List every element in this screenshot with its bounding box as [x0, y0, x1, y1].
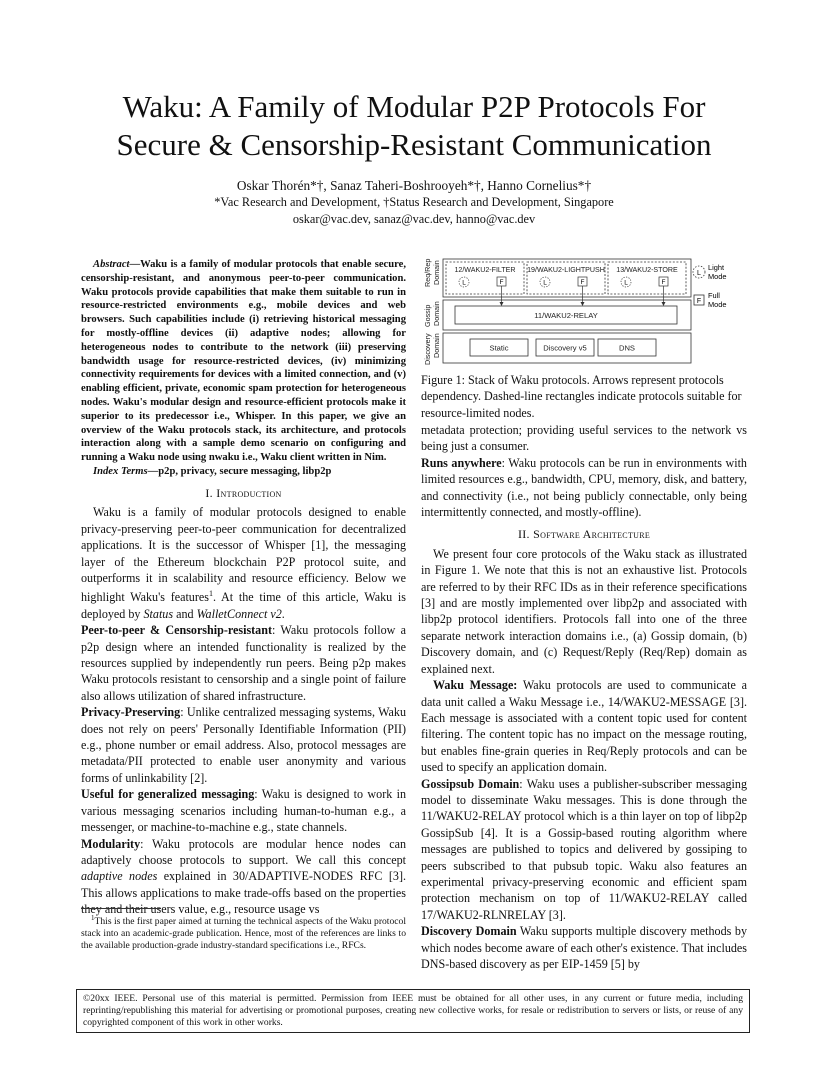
footnote-text: This is the first paper aimed at turning the technical aspects of the Waku protocol stack into an academic-grade publication. Hence, most of the references are links to the available production-grade industry-standard specifications i.e., RFCs.	[81, 916, 406, 952]
discovery-paragraph: Discovery Domain Waku supports multiple discovery methods by which nodes become aware of each other's existence. That includes DNS-based discovery as per EIP-1459 [5] by	[421, 924, 747, 971]
abstract-label: Abstract	[93, 259, 130, 270]
arrow-head	[500, 302, 504, 306]
reqrep-domain-box	[443, 259, 691, 297]
reqrep-protocols	[446, 262, 686, 306]
section-heading-introduction: I. Introduction	[205, 485, 282, 500]
right-column	[421, 422, 747, 972]
light-mode-icon-letter: L	[462, 279, 466, 287]
svg-text:L: L	[697, 270, 701, 277]
figure-1-stack-diagram	[421, 255, 747, 367]
reqrep-protocol-label: 19/WAKU2-LIGHTPUSH	[527, 266, 605, 274]
discovery-protocol-2	[536, 339, 594, 356]
light-mode-icon-letter: L	[543, 279, 547, 287]
discovery-protocol-1	[470, 339, 528, 356]
index-terms-text: —p2p, privacy, secure messaging, libp2p	[147, 465, 332, 477]
copyright-notice: ©20xx IEEE. Personal use of this material is permitted. Permission from IEEE must be obtained for all other uses, in any current or future media, including reprinting/republishing this material for advertising or promotional purposes, creating new collective works, for resale or redistribution to servers or lists, or reuse of any copyrighted component of this work in other works.	[76, 989, 750, 1033]
legend	[693, 263, 727, 309]
title-line-1: Waku: A Family of Modular P2P Protocols For	[122, 89, 706, 124]
reqrep-protocol-label: 13/WAKU2-STORE	[616, 266, 678, 274]
svg-text:Mode: Mode	[708, 300, 727, 309]
legend-full-label: Full	[708, 291, 720, 300]
abstract	[81, 258, 406, 465]
domain-reqrep-1: Req/Rep	[423, 258, 432, 287]
waku-message-paragraph: Waku Message: Waku protocols are used to communicate a data unit called a Waku Message i.e., 14/WAKU2-MESSAGE [3]. Each message is associated with a content topic used for content filtering. The content topic has no impact on the message routing, but enables fine-grain queries in Req/Reply protocols and can be used to specify an application domain.	[421, 678, 747, 775]
footnote-ref[interactable]: 1	[208, 589, 213, 599]
reqrep-protocol-label: 12/WAKU2-FILTER	[454, 266, 516, 274]
feature-useful: Useful for generalized messaging: Waku is designed to work in various messaging scenarios including human-to-human e.g., a messenger, or machine-to-machine e.g., state channels.	[81, 787, 406, 835]
paper-title	[0, 88, 828, 164]
section-heading-software: II. Software Architecture	[517, 527, 651, 542]
full-mode-icon-letter: F	[661, 279, 666, 286]
arrow-head	[581, 302, 585, 306]
discovery-protocol-label: DNS	[618, 343, 636, 353]
index-terms	[81, 465, 406, 479]
discovery-protocol-3	[598, 339, 656, 356]
figure-caption: Figure 1: Stack of Waku protocols. Arrows represent protocols dependency. Dashed-line rectangles indicate protocols suitable for resource-limited nodes.	[421, 373, 742, 420]
feature-privacy: Privacy-Preserving: Unlike centralized messaging systems, Waku does not rely on peers' Personally Identifiable Information (PII) e.g., phone number or email address. Also, protocol messages are metadata/PII protected to enable user anonymity and various forms of unlinkability [2].	[81, 705, 406, 785]
relay-label: 11/WAKU2-RELAY	[534, 311, 598, 320]
intro-paragraph: Waku is a family of modular protocols designed to enable privacy-preserving peer-to-peer communication for decentralized applications. It is the successor of Whisper [1], the messaging layer of the Ethereum blockchain P2P protocol suite, and outperforms it in scalability and resource efficiency. Below we highlight Waku's features$^1$. At the time of this article, Waku is deployed by Status and WalletConnect v2.	[81, 505, 406, 621]
domain-label-discovery: Discovery	[423, 333, 432, 365]
feature-p2p: Peer-to-peer & Censorship-resistant: Waku protocols follow a p2p design where an intended functionality is realized by the resources supplied by independently run peers. Being p2p makes Waku protocols resistant to censorship and a single point of failure also allows utilization of shared infrastructure.	[81, 623, 406, 703]
reqrep-protocol-1	[446, 262, 524, 306]
svg-text:F: F	[696, 298, 702, 305]
domain-label-gossip: Gossip	[423, 304, 432, 327]
svg-text:Mode: Mode	[708, 272, 727, 281]
software-paragraph: We present four core protocols of the Waku stack as illustrated in Figure 1. We note that this is not an exhaustive list. Protocols are referred to by their RFC IDs as in their reference specifications [3] and are mostly implemented over libp2p and associated with libp2p protocol identifiers. Protocols fall into one of the three separate network interaction domains i.e., (a) Gossip domain, (b) Discovery domain, and (c) Request/Reply (Req/Rep) domain as explained next.	[421, 546, 747, 676]
footnote-divider	[81, 908, 161, 909]
arrow-head	[662, 302, 666, 306]
light-mode-icon-letter: L	[624, 279, 628, 287]
right-continuation: metadata protection; providing useful services to the network vs being just a consumer.	[421, 423, 747, 454]
author-emails: oskar@vac.dev, sanaz@vac.dev, hanno@vac.dev	[292, 212, 536, 226]
domain-label-reqrep	[423, 259, 432, 287]
author-list: Oskar Thorén*†, Sanaz Taheri-Boshrooyeh*†, Hanno Cornelius*†	[236, 178, 592, 193]
feature-runs-anywhere: Runs anywhere: Waku protocols can be run in environments with limited resources e.g., bandwidth, CPU, memory, disk, and battery, and connectivity (i.e., not being publicly connectable, only being intermittently connected, and mostly-offline).	[421, 455, 747, 520]
affiliations: *Vac Research and Development, †Status Research and Development, Singapore	[214, 195, 614, 209]
index-terms-label: Index Terms	[93, 465, 148, 477]
abstract-text: —Waku is a family of modular protocols that enable secure, censorship-resistant, and anonymous peer-to-peer communication. Waku protocols provide capabilities that make them suitable to run in resource-restricted environments e.g., mobile devices and web browsers. Such capabilities include (i) retrieving historical messaging for mostly-offline devices (ii) adaptive nodes; allowing for heterogeneous nodes to contribute to the network (iii) preserving bandwidth usage for resource-restricted devices, (iv) minimizing connectivity requirements for devices with a limited connection, and (v) enabling efficient, private, economic spam protection for heterogeneous nodes. Waku's modular design and resource-efficient protocols make it superior to its predecessor i.e., Whisper. In this paper, we give an overview of the Waku protocols stack, its architecture, and protocols interaction along with a sample demo scenario on configuring and running a Waku node using nwaku i.e., Waku client written in Nim.	[81, 259, 406, 464]
discovery-protocol-label: Discovery v5	[543, 343, 587, 353]
reqrep-protocol-2	[527, 262, 605, 306]
svg-text:Domain: Domain	[432, 301, 441, 326]
feature-modularity: Modularity: Waku protocols are modular hence nodes can adaptively choose protocols to support. We call this concept adaptive nodes explained in 30/ADAPTIVE-NODES RFC [3]. This allows applications to make trade-offs based on the properties they and their users value, e.g., resource usage vs	[81, 836, 406, 917]
svg-text:Domain: Domain	[432, 333, 441, 358]
reqrep-protocol-3	[608, 262, 686, 306]
full-mode-icon-letter: F	[580, 279, 585, 286]
discovery-protocol-label: Static	[489, 343, 509, 353]
left-column	[81, 258, 406, 918]
legend-light-label: Light	[708, 263, 725, 272]
discovery-protocols	[470, 339, 656, 356]
footnote: $^1$This is the first paper aimed at turning the technical aspects of the Waku protocol stack into an academic-grade publication. Hence, most of the references are links to the available production-grade industry-standard specifications i.e., RFCs.	[81, 908, 406, 952]
title-line-2: Secure & Censorship-Resistant Communication	[116, 127, 712, 162]
svg-text:Domain: Domain	[432, 260, 441, 285]
full-mode-icon-letter: F	[499, 279, 504, 286]
gossipsub-paragraph: Gossipsub Domain: Waku uses a publisher-subscriber messaging model to disseminate Waku messages. This is done through the 11/WAKU2-RELAY protocol which is a thin layer on top of libp2p GossipSub [4]. It is a Gossip-based routing algorithm where messages are published to topics and delivered by gossiping to peers subscribed to that pubsub topic. Waku also features an experimental privacy-preserving economic and efficient spam protection mechanism on top of 11/WAKU2-RELAY called 17/WAKU2-RLNRELAY [3].	[421, 776, 747, 922]
